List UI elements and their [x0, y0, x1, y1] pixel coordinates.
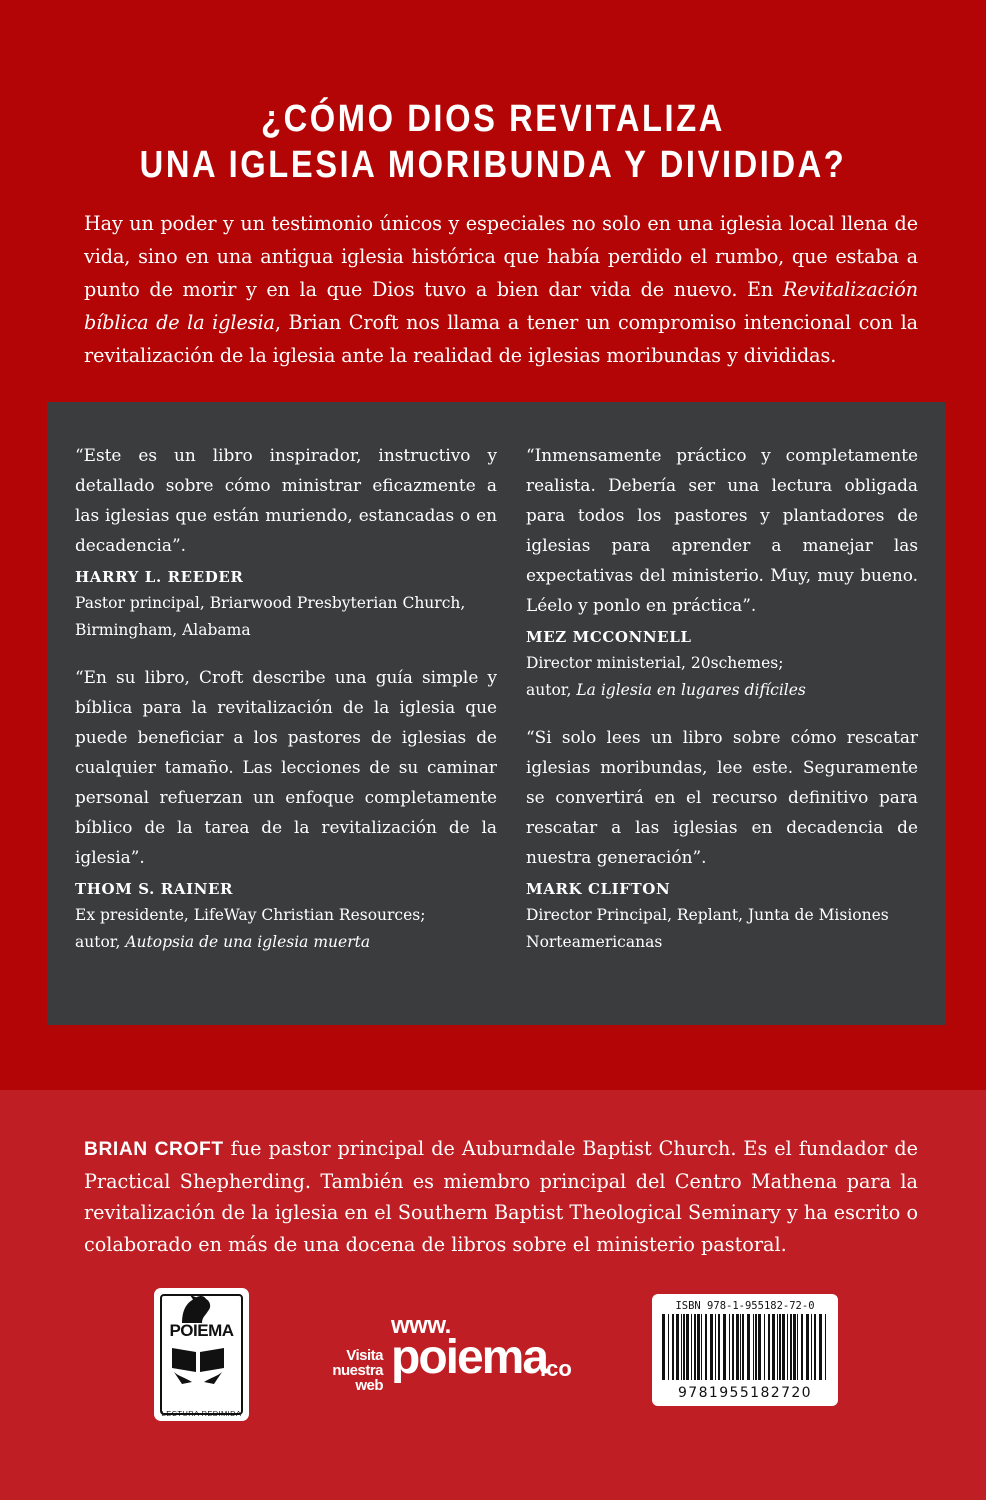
barcode-bars — [660, 1314, 830, 1380]
endorser-role-book — [75, 929, 497, 956]
barcode-bar — [772, 1314, 775, 1380]
barcode-bar — [715, 1314, 716, 1380]
barcode-bar — [793, 1314, 796, 1380]
barcode-bar — [683, 1314, 685, 1380]
website-domain: poiema — [391, 1331, 548, 1384]
barcode-bar — [742, 1314, 744, 1380]
barcode-bar — [705, 1314, 707, 1380]
isbn-label: ISBN 978-1-955182-72-0 — [675, 1300, 815, 1312]
barcode-bar — [779, 1314, 781, 1380]
barcode-bar — [819, 1314, 822, 1380]
endorser-name: THOM S. RAINER — [75, 880, 234, 898]
barcode-bar — [672, 1314, 674, 1380]
endorsement-rainer — [75, 662, 497, 956]
endorser-name: HARRY L. REEDER — [75, 568, 244, 586]
endorser-name: MEZ MCCONNELL — [526, 628, 692, 646]
barcode-bar — [681, 1314, 682, 1380]
barcode-bar — [811, 1314, 812, 1380]
barcode-number: 9781955182720 — [678, 1385, 812, 1401]
barcode-bar — [755, 1314, 757, 1380]
endorsement-quote: “Inmensamente práctico y completamente realista. Debería ser una lectura obligada para todos los pastores y plantadores de iglesias para aprender a manejar las expectativas del ministerio. Muy, muy bueno. Léelo y ponlo en práctica”. — [526, 445, 918, 615]
barcode-bar — [718, 1314, 720, 1380]
barcode-bar — [694, 1314, 696, 1380]
barcode-bar — [662, 1314, 665, 1380]
website-tld: .co — [540, 1356, 572, 1381]
barcode-bar — [747, 1314, 750, 1380]
barcode-bar — [790, 1314, 792, 1380]
role-book-title: La iglesia en lugares difíciles — [576, 681, 806, 699]
endorsement-quote: “Si solo lees un libro sobre cómo rescatar iglesias moribundas, lee este. Seguramente se convertirá en el recurso definitivo para rescatar a las iglesias en decadencia de nuestra generación”. — [526, 727, 918, 867]
visit-line-1: Visita — [346, 1347, 383, 1364]
role-book-title: Autopsia de una iglesia muerta — [125, 933, 371, 951]
visit-label — [303, 1348, 383, 1393]
reader-figure-icon — [172, 1293, 218, 1323]
barcode-bar — [736, 1314, 739, 1380]
barcode-bar — [764, 1314, 765, 1380]
role-prefix: autor, — [526, 681, 577, 699]
barcode-bar — [676, 1314, 679, 1380]
logo-tagline: LECTURA REDIMIDA — [161, 1409, 242, 1418]
endorser-name: MARK CLIFTON — [526, 880, 671, 898]
headline-line-1: ¿CÓMO DIOS REVITALIZA — [261, 98, 725, 140]
role-prefix: autor, — [75, 933, 126, 951]
endorsement-clifton — [526, 722, 918, 956]
endorser-role: Ex presidente, LifeWay Christian Resources; — [75, 906, 426, 924]
isbn-barcode — [652, 1294, 838, 1406]
endorsement-reeder — [75, 440, 497, 644]
barcode-bar — [710, 1314, 713, 1380]
visit-line-2: nuestra web — [332, 1362, 383, 1394]
barcode-bar — [806, 1314, 809, 1380]
endorser-role-book — [526, 677, 918, 704]
barcode-bar — [723, 1314, 726, 1380]
intro-book-title: Revitalización bíblica de la iglesia — [84, 278, 918, 334]
barcode-bar — [686, 1314, 689, 1380]
barcode-bar — [801, 1314, 803, 1380]
author-bio-text: fue pastor principal de Auburndale Baptist Church. Es el fundador de Practical Shepherding. También es miembro principal del Centro Mathena para la revitalización de la iglesia en el Southern Baptist Theological Seminary y ha escrito o colaborado en más de una docena de libros sobre el ministerio pastoral. — [84, 1137, 918, 1256]
intro-text-1: Hay un poder y un testimonio únicos y especiales no solo en una iglesia local llena de vida, sino en una antigua iglesia histórica que había perdido el rumbo, que estaba a punto de morir y en la que Dios tuvo a bien dar vida de nuevo. En — [84, 212, 918, 301]
endorsement-quote: “Este es un libro inspirador, instructivo y detallado sobre cómo ministrar eficazmente a las iglesias que están muriendo, estancadas o en decadencia”. — [75, 445, 497, 555]
barcode-bar — [729, 1314, 730, 1380]
poiema-logo — [154, 1288, 249, 1421]
intro-paragraph — [84, 207, 918, 372]
headline — [0, 96, 986, 188]
barcode-bar — [825, 1314, 826, 1380]
barcode-bar — [758, 1314, 761, 1380]
barcode-bar — [768, 1314, 770, 1380]
publisher-website[interactable] — [303, 1312, 593, 1392]
barcode-bar — [701, 1314, 702, 1380]
barcode-bar — [797, 1314, 798, 1380]
barcode-bar — [668, 1314, 669, 1380]
barcode-bar — [740, 1314, 741, 1380]
endorsements-left-column — [75, 440, 497, 974]
barcode-bar — [782, 1314, 785, 1380]
barcode-bar — [753, 1314, 754, 1380]
endorser-role: Director Principal, Replant, Junta de Misiones Norteamericanas — [526, 906, 889, 951]
author-bio — [84, 1133, 918, 1260]
endorsement-mcconnell — [526, 440, 918, 704]
website-prefix: www. — [391, 1312, 451, 1339]
open-book-hands-icon — [168, 1342, 228, 1384]
barcode-bar — [787, 1314, 788, 1380]
barcode-bar — [777, 1314, 778, 1380]
headline-line-2: UNA IGLESIA MORIBUNDA Y DIVIDIDA? — [139, 144, 847, 186]
intro-text-2: , Brian Croft nos llama a tener un compromiso intencional con la revitalización de la iglesia ante la realidad de iglesias moribundas y divididas. — [84, 311, 919, 367]
endorser-role: Director ministerial, 20schemes; — [526, 654, 784, 672]
logo-word: POIEMA — [169, 1321, 234, 1340]
barcode-bar — [697, 1314, 700, 1380]
barcode-bar — [732, 1314, 734, 1380]
endorsement-quote: “En su libro, Croft describe una guía simple y bíblica para la revitalización de la iglesia que puede beneficiar a los pastores de iglesias de cualquier tamaño. Las lecciones de su caminar personal refuerzan un enfoque completamente bíblico de la tarea de la revitalización de la iglesia”. — [75, 667, 497, 867]
author-name: BRIAN CROFT — [84, 1139, 224, 1160]
endorsements-right-column — [526, 440, 918, 974]
endorser-role: Pastor principal, Briarwood Presbyterian Church, Birmingham, Alabama — [75, 594, 466, 639]
barcode-bar — [691, 1314, 692, 1380]
barcode-bar — [814, 1314, 816, 1380]
